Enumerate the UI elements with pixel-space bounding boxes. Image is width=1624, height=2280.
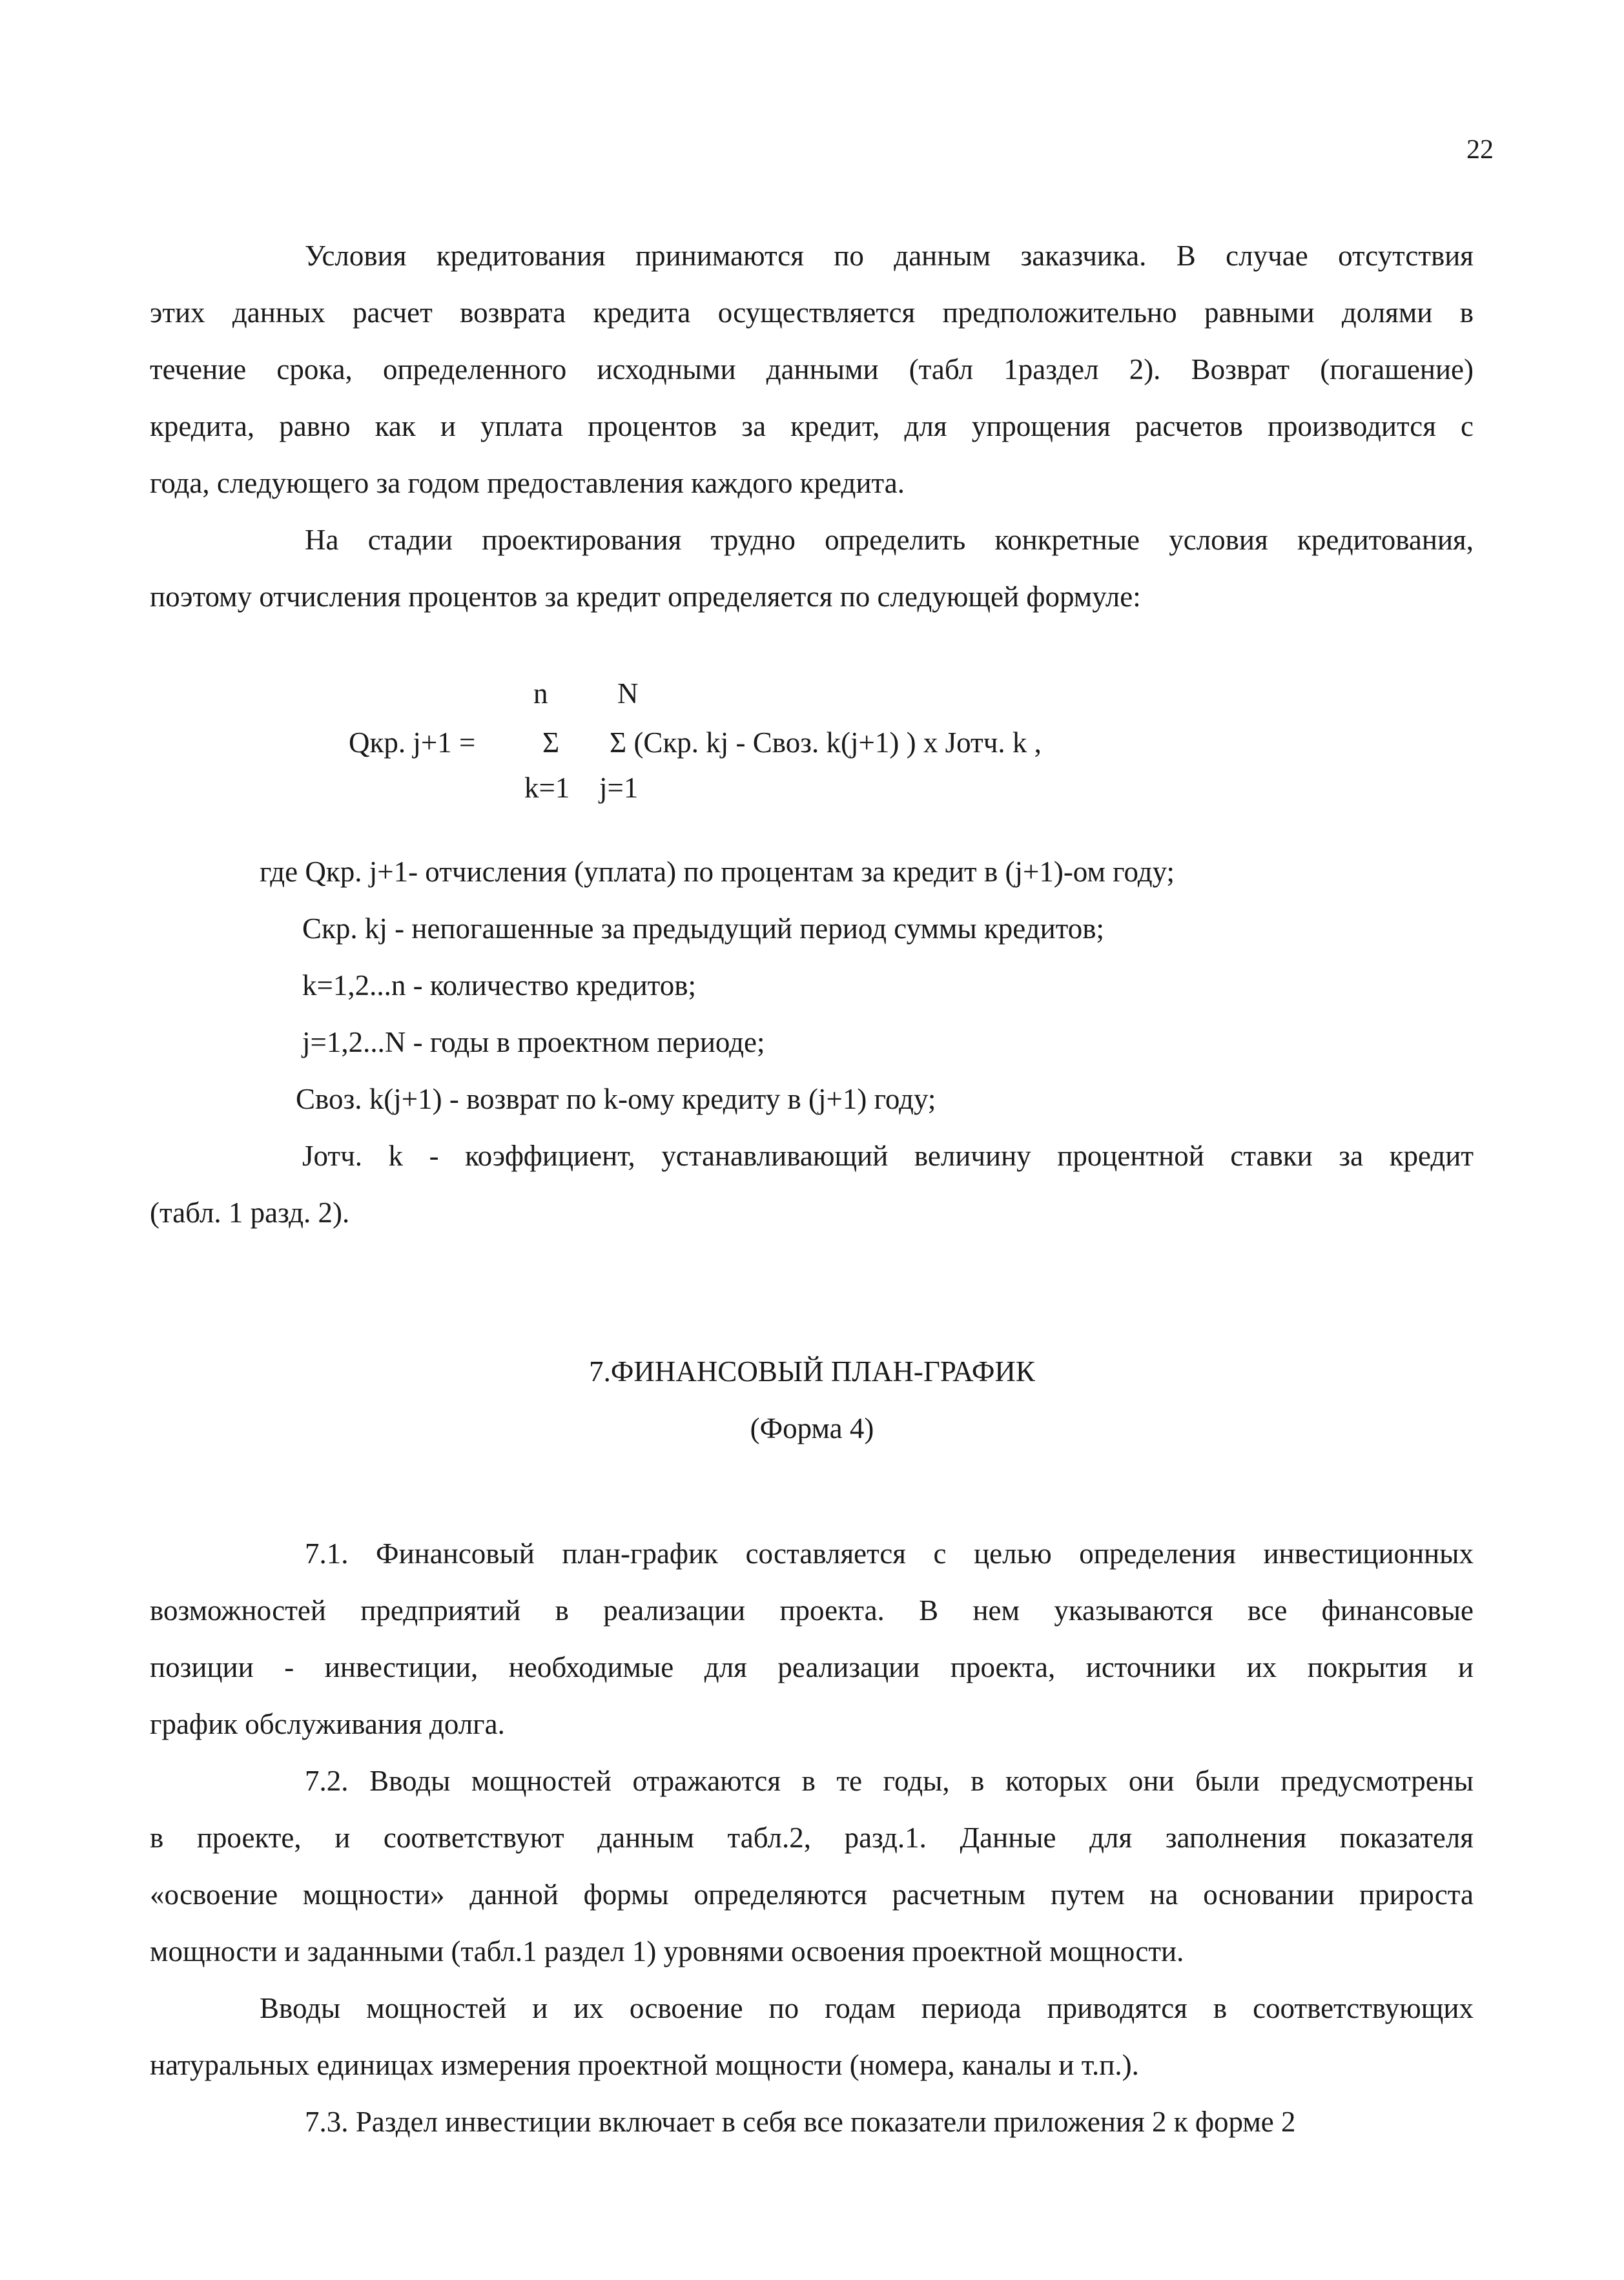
section-title: 7.ФИНАНСОВЫЙ ПЛАН-ГРАФИК bbox=[589, 1355, 1035, 1388]
definition-line: k=1,2...n - количество кредитов; bbox=[302, 969, 696, 1001]
text-line: На стадии проектирования трудно определить конкретные условия кредитования, bbox=[305, 524, 1474, 556]
section-subtitle: (Форма 4) bbox=[750, 1412, 874, 1444]
definition-line: Своз. k(j+1) - возврат по k-ому кредиту в (j+1) году; bbox=[296, 1083, 936, 1115]
paragraph-formula-intro bbox=[150, 511, 1474, 625]
text-line: в проекте, и соответствуют данным табл.2, разд.1. Данные для заполнения показателя bbox=[150, 1822, 1474, 1854]
text-line: кредита, равно как и уплата процентов за кредит, для упрощения расчетов производится с bbox=[150, 410, 1474, 442]
text-line: 7.1. Финансовый план-график составляется с целью определения инвестиционных bbox=[305, 1537, 1474, 1570]
paragraph-7-2 bbox=[150, 1752, 1474, 1980]
definition-line: Jотч. k - коэффициент, устанавливающий величину процентной ставки за кредит bbox=[302, 1140, 1474, 1172]
text-line: 7.3. Раздел инвестиции включает в себя все показатели приложения 2 к форме 2 bbox=[305, 2106, 1296, 2138]
paragraph-credit-terms bbox=[150, 227, 1474, 511]
formula-upper-limit-n: n bbox=[533, 677, 548, 710]
text-line: течение срока, определенного исходными данными (табл 1раздел 2). Возврат (погашение) bbox=[150, 353, 1474, 385]
definition-line: где Qкр. j+1- отчисления (уплата) по процентам за кредит в (j+1)-ом году; bbox=[260, 856, 1175, 888]
text-line: года, следующего за годом предоставления каждого кредита. bbox=[150, 467, 905, 499]
text-line: этих данных расчет возврата кредита осуществляется предположительно равными долями в bbox=[150, 296, 1474, 329]
interest-formula bbox=[349, 672, 1188, 814]
formula-lhs: Qкр. j+1 = bbox=[349, 726, 476, 759]
text-line: 7.2. Вводы мощностей отражаются в те годы, в которых они были предусмотрены bbox=[305, 1765, 1474, 1797]
paragraph-capacity-inputs bbox=[150, 1980, 1474, 2093]
text-line: поэтому отчисления процентов за кредит определяется по следующей формуле: bbox=[150, 580, 1141, 613]
definition-line: (табл. 1 разд. 2). bbox=[150, 1196, 350, 1229]
text-line: Условия кредитования принимаются по данным заказчика. В случае отсутствия bbox=[305, 240, 1474, 272]
paragraph-7-1 bbox=[150, 1525, 1474, 1752]
formula-sum-sign: Σ bbox=[542, 726, 560, 759]
definition-line: j=1,2...N - годы в проектном периоде; bbox=[302, 1026, 765, 1058]
text-line: возможностей предприятий в реализации проекта. В нем указываются все финансовые bbox=[150, 1594, 1474, 1627]
formula-body: Σ (Скр. kj - Своз. k(j+1) ) x Jотч. k , bbox=[610, 726, 1042, 759]
text-line: мощности и заданными (табл.1 раздел 1) уровнями освоения проектной мощности. bbox=[150, 1935, 1184, 1967]
text-line: позиции - инвестиции, необходимые для реализации проекта, источники их покрытия и bbox=[150, 1651, 1474, 1683]
formula-definitions bbox=[150, 843, 1474, 1241]
formula-upper-limit-N: N bbox=[617, 677, 639, 710]
text-line: Вводы мощностей и их освоение по годам периода приводятся в соответствующих bbox=[260, 1992, 1474, 2024]
formula-lower-limit-j: j=1 bbox=[599, 772, 639, 804]
text-line: «освоение мощности» данной формы определяются расчетным путем на основании прироста bbox=[150, 1878, 1474, 1911]
text-line: натуральных единицах измерения проектной мощности (номера, каналы и т.п.). bbox=[150, 2049, 1139, 2081]
page-number: 22 bbox=[1466, 135, 1494, 165]
text-line: график обслуживания долга. bbox=[150, 1708, 505, 1740]
definition-line: Скр. kj - непогашенные за предыдущий период суммы кредитов; bbox=[302, 912, 1104, 945]
formula-lower-limit-k: k=1 bbox=[524, 772, 570, 804]
paragraph-7-3 bbox=[150, 2093, 1474, 2150]
